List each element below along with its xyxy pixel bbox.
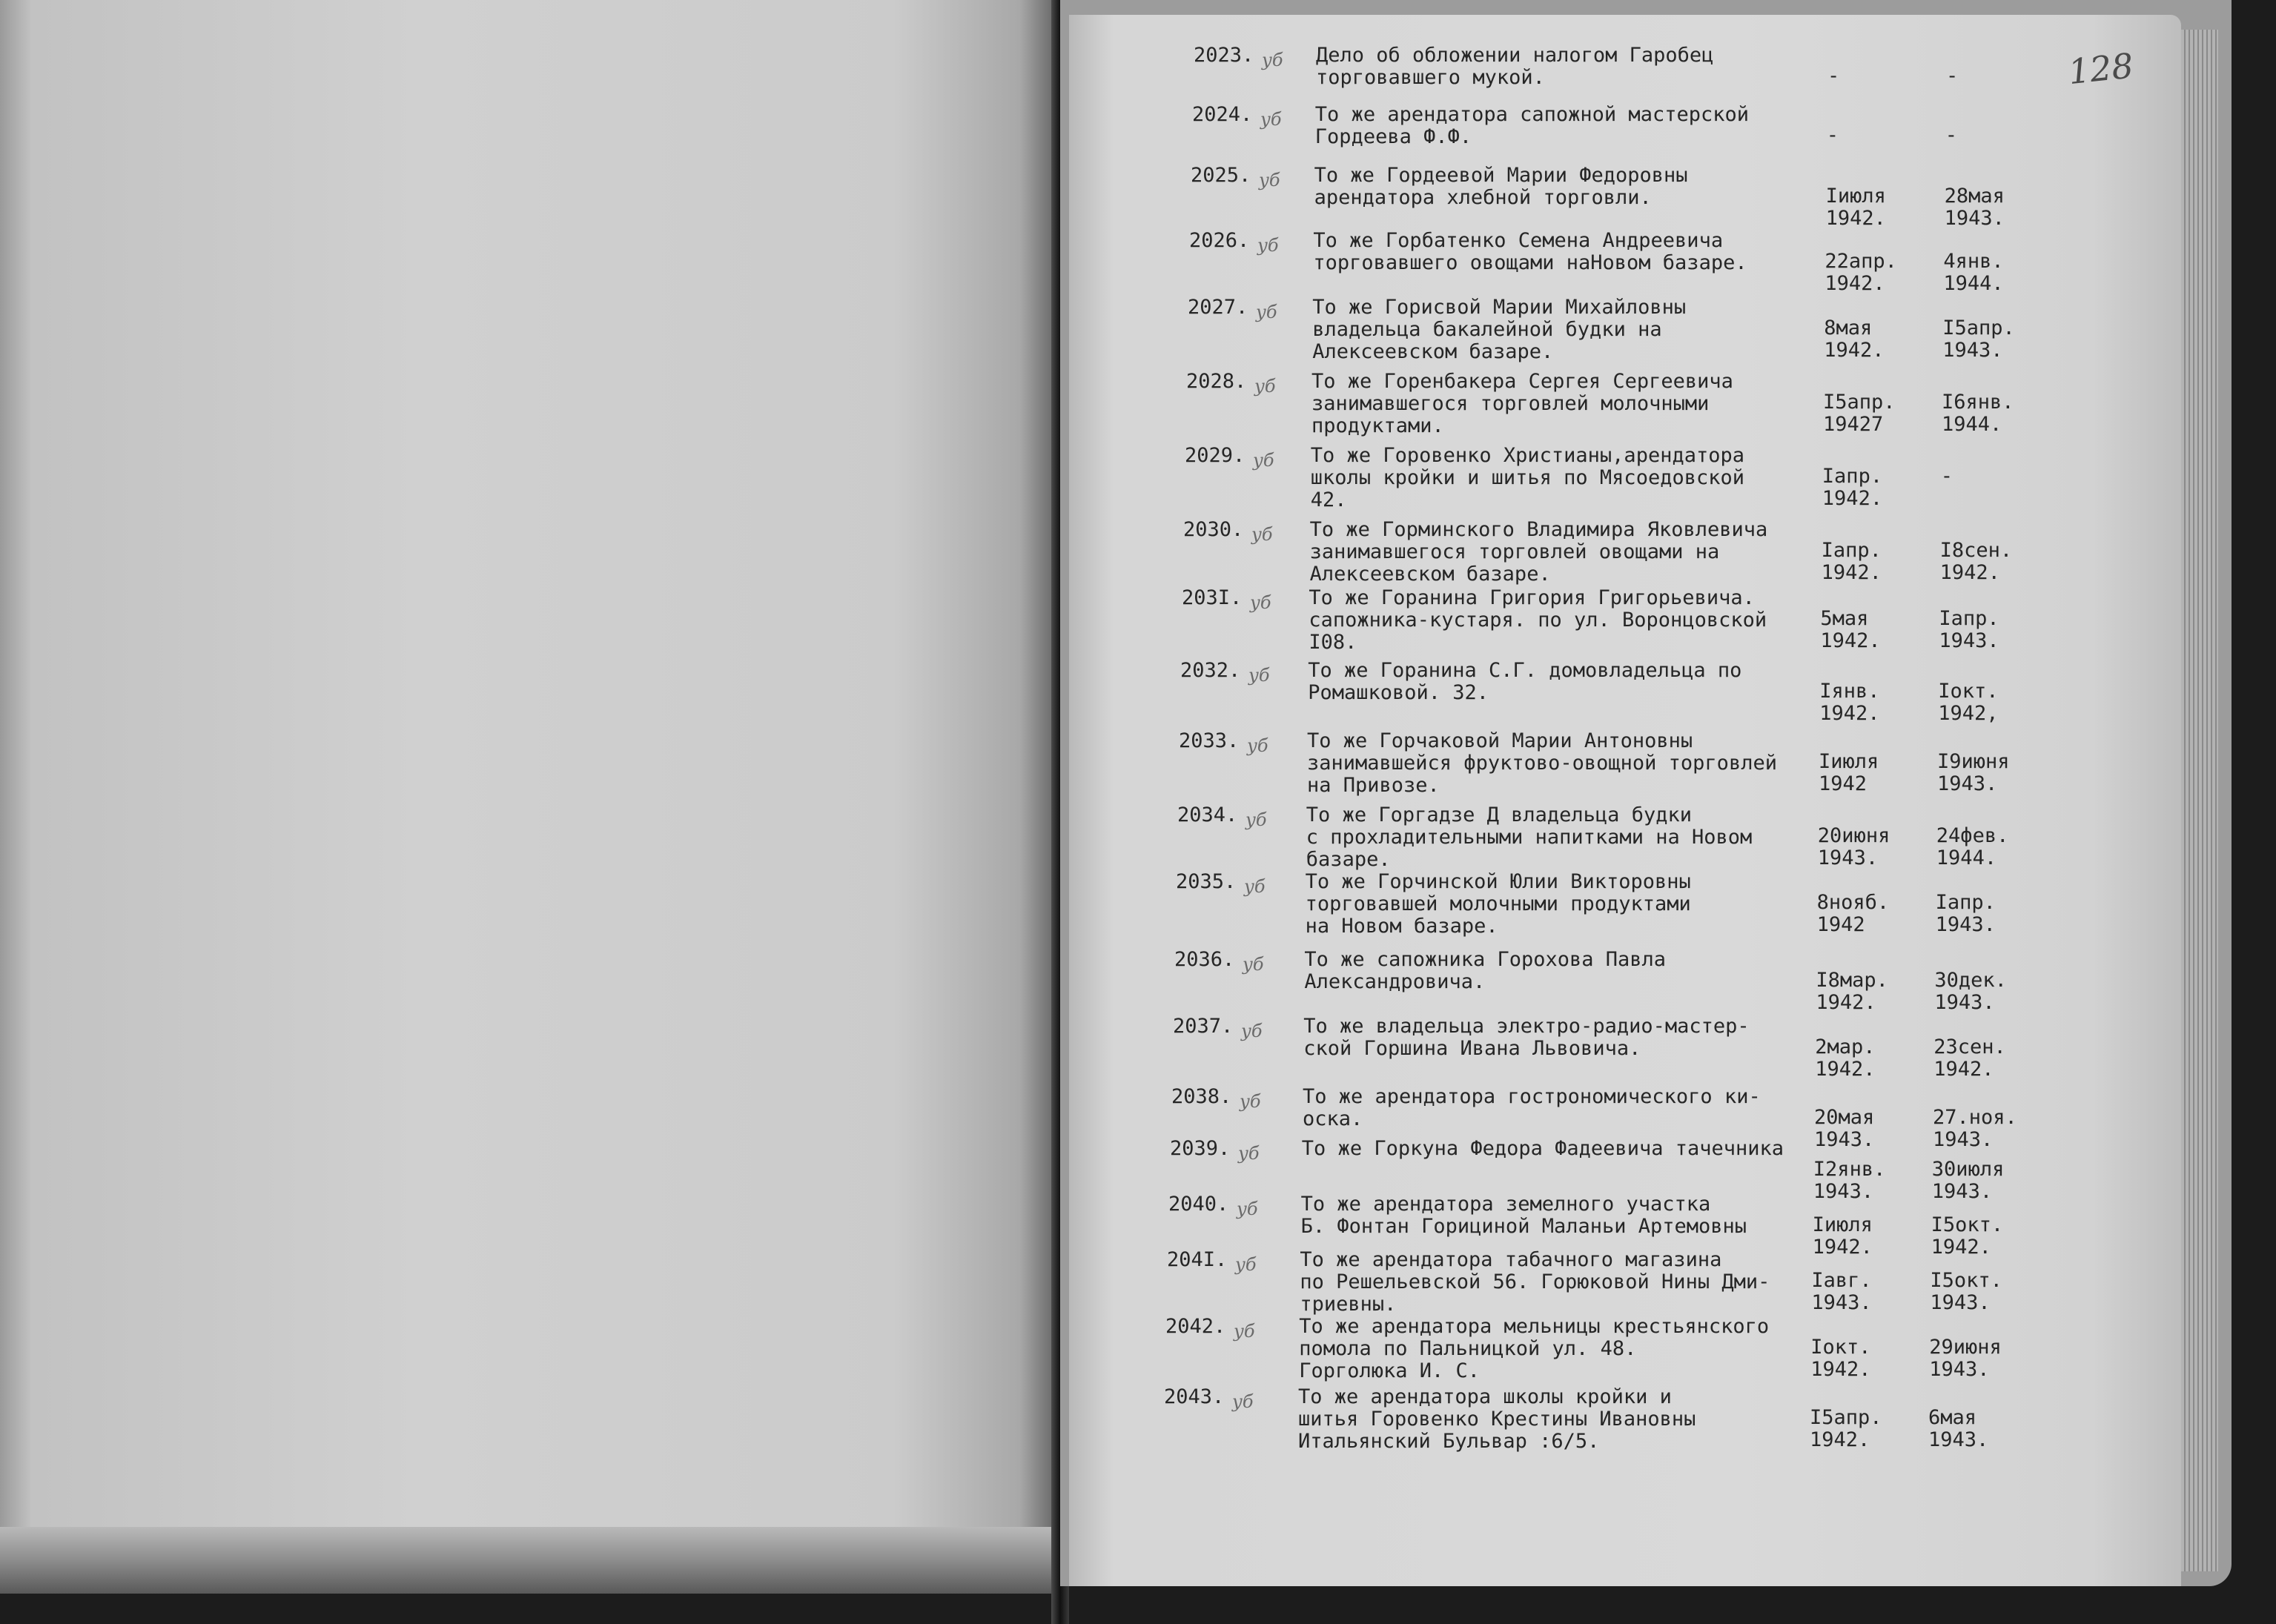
start-date: Iянв. 1942. (1819, 680, 1880, 725)
check-mark: уб (1238, 1143, 1260, 1164)
record-number: 2033. (1179, 729, 1240, 752)
end-date: I5апр. 1943. (1942, 316, 2015, 362)
end-date: - (1940, 465, 1954, 488)
start-date: I5апр. 1942. (1810, 1406, 1882, 1451)
record-description: То же арендатора сапожной мастерской Гордеева Ф.Ф. (1314, 103, 1749, 148)
left-blank-page (0, 0, 1051, 1590)
check-mark: уб (1240, 1091, 1261, 1112)
end-date: I9июня 1943. (1937, 750, 2010, 795)
check-mark: уб (1254, 376, 1276, 397)
end-date: 30дек. 1943. (1934, 969, 2007, 1014)
start-date: - (1827, 64, 1840, 87)
start-date: Iиюля 1942. (1825, 185, 1886, 230)
start-date: Iавг. 1943. (1811, 1269, 1872, 1314)
check-mark: уб (1234, 1321, 1255, 1342)
end-date: 29июня 1943. (1929, 1336, 2002, 1381)
left-page-edge (0, 1527, 1051, 1594)
start-date: - (1826, 124, 1839, 147)
check-mark: уб (1247, 735, 1268, 756)
record-number: 2034. (1177, 803, 1238, 826)
check-mark: уб (1253, 450, 1274, 471)
record-number: 2023. (1194, 44, 1254, 67)
record-description: То же Гордеевой Марии Федоровны арендатора хлебной торговли. (1314, 164, 1688, 209)
record-description: То же Горанина С.Г. домовладельца по Ромашковой. 32. (1308, 659, 1742, 704)
record-number: 2039. (1170, 1137, 1231, 1160)
record-number: 203I. (1182, 586, 1243, 609)
end-date: - (1945, 124, 1958, 147)
end-date: 6мая 1943. (1928, 1406, 1989, 1451)
record-description: То же арендатора земелного участка Б. Фонтан Горициной Маланьи Артемовны (1300, 1193, 1747, 1238)
start-date: 8мая 1942. (1824, 316, 1885, 362)
check-mark: уб (1251, 524, 1273, 545)
end-date: 30июля 1943. (1931, 1158, 2005, 1203)
record-description: То же сапожника Горохова Павла Александровича. (1304, 948, 1667, 993)
check-mark: уб (1245, 809, 1267, 830)
record-description: То же Горкуна Федора Фадеевича тачечника (1301, 1137, 1784, 1160)
record-description: То же арендатора мельницы крестьянского помола по Пальницкой ул. 48. Горголюка И. С. (1299, 1315, 1770, 1382)
end-date: I5окт. 1943. (1930, 1269, 2002, 1314)
record-number: 2035. (1176, 870, 1237, 893)
record-description: То же Горисвой Марии Михайловны владельца бакалейной будки на Алексеевском базаре. (1312, 296, 1687, 363)
record-description: То же Горбатенко Семена Андреевича торговавшего овощами наНовом базаре. (1313, 229, 1747, 274)
end-date: I6янв. 1944. (1942, 391, 2014, 436)
check-mark: уб (1260, 109, 1282, 130)
check-mark: уб (1259, 170, 1280, 190)
start-date: Iокт. 1942. (1810, 1336, 1871, 1381)
check-mark: уб (1244, 876, 1266, 897)
start-date: 5мая 1942. (1820, 607, 1881, 652)
check-mark: уб (1248, 665, 1270, 686)
record-description: То же Горминского Владимира Яковлевича занимавшегося торговлей овощами на Алексеевском базаре. (1309, 518, 1768, 586)
start-date: 20мая 1943. (1814, 1106, 1875, 1151)
end-date: I5окт. 1942. (1931, 1213, 2004, 1259)
end-date: Iапр. 1943. (1939, 607, 1999, 652)
page-edges (2181, 30, 2218, 1571)
end-date: Iокт. 1942, (1938, 680, 1999, 725)
record-number: 2025. (1191, 164, 1251, 187)
record-description: То же Горенбакера Сергея Сергеевича занимавшегося торговлей молочными продуктами. (1311, 370, 1733, 437)
check-mark: уб (1257, 235, 1279, 256)
record-description: То же арендатора школы кройки и шитья Горовенко Крестины Ивановны Итальянский Бульвар :6/5. (1298, 1385, 1696, 1453)
start-date: 2мар. 1942. (1815, 1035, 1876, 1081)
folio-number: 128 (2066, 45, 2136, 93)
end-date: 4янв. 1944. (1943, 250, 2004, 295)
check-mark: уб (1237, 1199, 1258, 1219)
record-description: То же Горгадзе Д владельца будки с прохладительными напитками на Новом базаре. (1306, 803, 1753, 871)
start-date: 22апр. 1942. (1825, 250, 1897, 295)
check-mark: уб (1250, 592, 1271, 613)
record-number: 2032. (1180, 659, 1241, 682)
record-number: 2028. (1186, 370, 1247, 393)
record-number: 2038. (1171, 1085, 1232, 1108)
start-date: 20июня 1943. (1817, 824, 1890, 869)
end-date: 28мая 1943. (1944, 185, 2005, 230)
check-mark: уб (1241, 1021, 1263, 1041)
start-date: I8мар. 1942. (1816, 969, 1888, 1014)
record-description: То же владельца электро-радио-мастер- ской Горшина Ивана Львовича. (1303, 1015, 1750, 1060)
end-date: - (1946, 64, 1959, 87)
check-mark: уб (1243, 954, 1264, 975)
end-date: I8сен. 1942. (1939, 539, 2013, 584)
record-number: 2027. (1188, 296, 1248, 319)
record-number: 2042. (1165, 1315, 1226, 1338)
end-date: 24фев. 1944. (1936, 824, 2009, 869)
record-description: То же Горанина Григория Григорьевича. сапожника-кустаря. по ул. Воронцовской I08. (1309, 586, 1767, 654)
record-description: То же Горчинской Юлии Викторовны торговавшей молочными продуктами на Новом базаре. (1305, 870, 1691, 938)
record-number: 2029. (1185, 444, 1245, 467)
record-number: 204I. (1167, 1248, 1228, 1271)
record-number: 2037. (1173, 1015, 1234, 1038)
record-number: 2043. (1164, 1385, 1225, 1408)
record-number: 2026. (1189, 229, 1250, 252)
end-date: 23сен. 1942. (1933, 1035, 2006, 1081)
record-description: То же арендатора табачного магазина по Решельевской 56. Горюковой Нины Дми- триевны. (1300, 1248, 1770, 1316)
start-date: Iиюля 1942. (1812, 1213, 1873, 1259)
check-mark: уб (1235, 1254, 1257, 1275)
start-date: Iапр. 1942. (1822, 465, 1883, 510)
check-mark: уб (1262, 50, 1283, 70)
record-description: То же арендатора гострономического ки- оска. (1303, 1085, 1761, 1130)
start-date: 8нояб. 1942 (1816, 891, 1890, 936)
start-date: Iиюля 1942 (1819, 750, 1879, 795)
record-number: 2040. (1168, 1193, 1229, 1216)
record-description: Дело об обложении налогом Гаробец торговавшего мукой. (1316, 44, 1714, 89)
record-description: То же Горовенко Христианы,арендатора школы кройки и шитья по Мясоедовской 42. (1310, 444, 1744, 511)
record-number: 2030. (1183, 518, 1244, 541)
check-mark: уб (1232, 1391, 1254, 1412)
end-date: 27.ноя. 1943. (1933, 1106, 2017, 1151)
start-date: I2янв. 1943. (1813, 1158, 1886, 1203)
record-description: То же Горчаковой Марии Антоновны занимавшейся фруктово-овощной торговлей на Привозе. (1307, 729, 1777, 797)
start-date: I5апр. 19427 (1823, 391, 1896, 436)
record-number: 2036. (1174, 948, 1235, 971)
start-date: Iапр. 1942. (1821, 539, 1882, 584)
end-date: Iапр. 1943. (1935, 891, 1996, 936)
check-mark: уб (1256, 302, 1277, 322)
record-number: 2024. (1192, 103, 1253, 126)
